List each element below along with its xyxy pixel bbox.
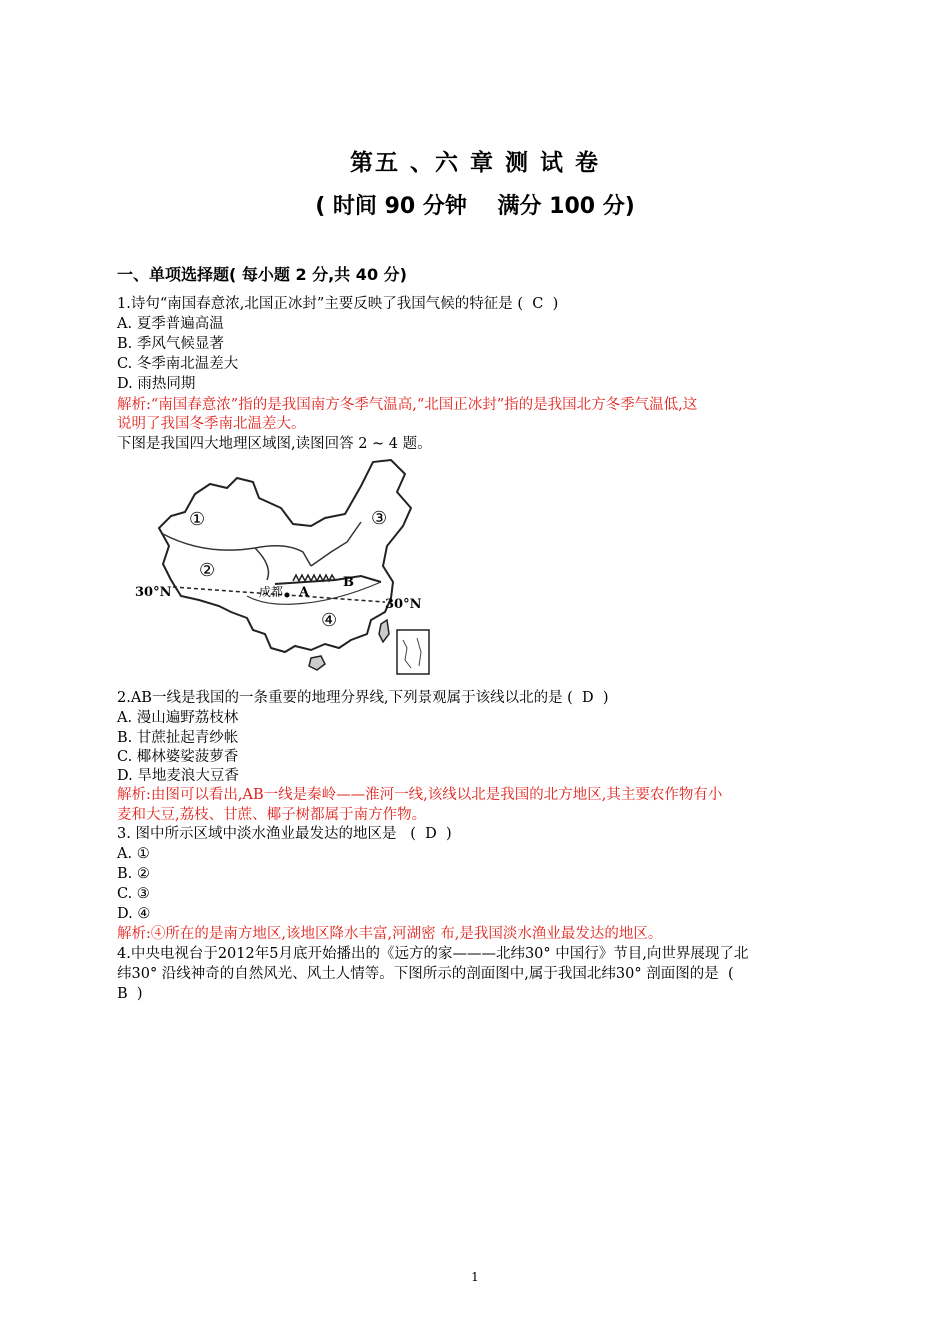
boundary-qinghai-tibet — [255, 548, 269, 580]
q1-option-a: A. 夏季普遍高温 — [117, 316, 224, 332]
q3-option-b: B. ② — [117, 866, 150, 882]
region-1-label: ① — [189, 509, 206, 530]
q4-line2: 纬30° 沿线神奇的自然风光、风土人情等。下图所示的剖面图中,属于我国北纬30° 剖面图的是 ( — [117, 966, 734, 982]
china-outline — [159, 460, 411, 652]
q2-stem: 2.AB一线是我国的一条重要的地理分界线,下列景观属于该线以北的是 ( D ) — [117, 690, 609, 706]
q1-option-c: C. 冬季南北温差大 — [117, 356, 239, 372]
south-sea-inset — [397, 630, 429, 674]
q1-analysis-line2: 说明了我国冬季南北温差大。 — [117, 416, 306, 432]
q2-option-c: C. 椰林婆娑菠萝香 — [117, 749, 239, 765]
q2-option-b: B. 甘蔗扯起青纱帐 — [117, 730, 239, 746]
chengdu-point — [285, 593, 290, 598]
q2-analysis-line1: 解析:由图可以看出,AB一线是秦岭——淮河一线,该线以北是我国的北方地区,其主要农作物有小 — [117, 787, 723, 803]
taiwan-island — [379, 620, 389, 642]
page-title: 第五 、六 章 测 试 卷 — [349, 150, 601, 176]
chengdu-label: 成都 — [259, 585, 284, 599]
q3-option-a: A. ① — [117, 846, 150, 862]
china-regions-map — [135, 456, 445, 678]
region-3-label: ③ — [371, 508, 388, 529]
qinling-mountains — [293, 575, 335, 581]
page-subtitle: ( 时间 90 分钟 满分 100 分) — [315, 194, 635, 219]
point-a-label: A — [299, 585, 310, 600]
q3-analysis: 解析:④所在的是南方地区,该地区降水丰富,河湖密 布,是我国淡水渔业最发达的地区。 — [117, 926, 663, 942]
hainan-island — [309, 656, 325, 670]
point-b-label: B — [343, 575, 354, 590]
q3-option-c: C. ③ — [117, 886, 150, 902]
q2-option-d: D. 旱地麦浪大豆香 — [117, 768, 239, 784]
map-intro: 下图是我国四大地理区域图,读图回答 2 ~ 4 题。 — [117, 436, 432, 452]
q1-option-b: B. 季风气候显著 — [117, 336, 224, 352]
q3-option-d: D. ④ — [117, 906, 151, 922]
lat-30n-right-label: 30°N — [385, 597, 422, 612]
region-4-label: ④ — [321, 610, 338, 631]
q4-line3: B ) — [117, 986, 143, 1002]
section-heading: 一、单项选择题( 每小题 2 分,共 40 分) — [117, 265, 407, 284]
q1-stem: 1.诗句“南国春意浓,北国正冰封”主要反映了我国气候的特征是 ( C ) — [117, 296, 559, 312]
q2-analysis-line2: 麦和大豆,荔枝、甘蔗、椰子树都属于南方作物。 — [117, 807, 427, 823]
q2-option-a: A. 漫山遍野荔枝林 — [117, 710, 239, 726]
q4-line1: 4.中央电视台于2012年5月底开始播出的《远方的家———北纬30° 中国行》节目,向世界展现了北 — [117, 946, 749, 962]
region-2-label: ② — [199, 560, 216, 581]
q3-stem: 3. 图中所示区域中淡水渔业最发达的地区是 ( D ) — [117, 826, 452, 842]
boundary-north — [311, 522, 361, 566]
lat-30n-left-label: 30°N — [135, 585, 172, 600]
q1-analysis-line1: 解析:“南国春意浓”指的是我国南方冬季气温高,“北国正冰封”指的是我国北方冬季气温低,这 — [117, 397, 698, 413]
boundary-northwest — [163, 534, 311, 566]
page-number: 1 — [471, 1270, 479, 1284]
q1-option-d: D. 雨热同期 — [117, 376, 196, 392]
